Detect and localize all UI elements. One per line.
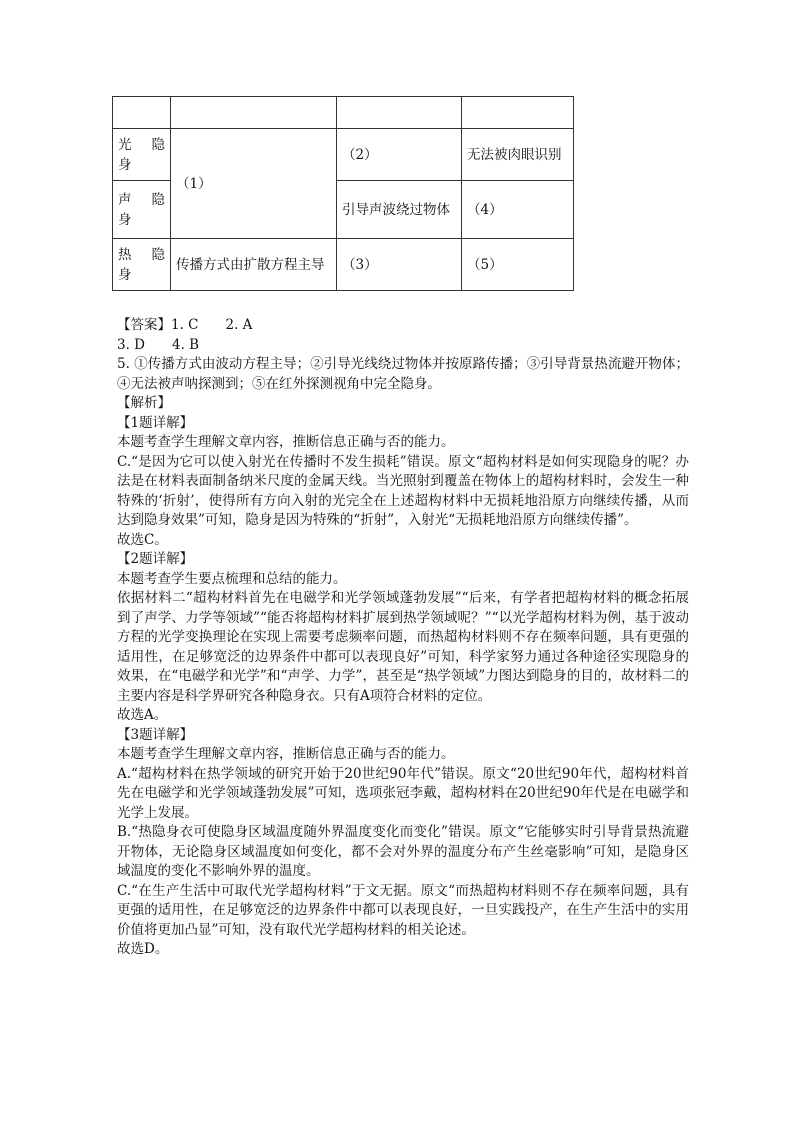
row-label-sound: 声 隐 身 (113, 181, 171, 239)
table-row (113, 239, 574, 291)
table-row (113, 129, 574, 181)
paragraph: 本题考查学生理解文章内容，推断信息正确与否的能力。 (117, 434, 455, 450)
paragraph: 本题考查学生要点梳理和总结的能力。 (117, 570, 347, 587)
paragraph: B.“热隐身衣可使隐身区域温度随外界温度变化而变化”错误。原文“它能够实时引导背景热流避开物体，无论隐身区域温度如何变化，都不会对外界的温度分布产生丝毫影响”可知，是隐身区域温度的变化不影响外界的温度。 (117, 824, 689, 879)
row-label-heat: 热 隐 身 (113, 239, 171, 291)
table-cell (337, 97, 462, 129)
question-heading: 【2题详解】 (117, 551, 194, 567)
table-cell (171, 97, 337, 129)
table-row (113, 97, 574, 129)
table-cell: （2） (337, 129, 462, 181)
table-cell: （3） (337, 239, 462, 291)
table-cell: 引导声波绕过物体 (337, 181, 462, 239)
answer-line: 【答案】1. C 2. A (117, 317, 253, 333)
table-cell: （1） (171, 129, 337, 239)
answer-line: 5. ①传播方式由波动方程主导；②引导光线绕过物体并按原路传播；③引导背景热流避开物体；④无法被声呐探测到；⑤在红外探测视角中完全隐身。 (117, 356, 689, 392)
paragraph: C.“是因为它可以使入射光在传播时不发生损耗”错误。原文“超构材料是如何实现隐身的呢？办法是在材料表面制备纳米尺度的金属天线。当光照射到覆盖在物体上的超构材料时，会发生一种特殊的‘折射’，使得所有方向入射的光完全在上述超构材料中无损耗地沿原方向继续传播，从而达到隐身效果”可知，隐身是因为特殊的“折射”，入射光“无损耗地沿原方向继续传播”。 (117, 453, 689, 528)
answer-section (117, 316, 689, 960)
table-cell: （4） (462, 181, 574, 239)
table-cell: （5） (462, 239, 574, 291)
question-heading: 【1题详解】 (117, 414, 194, 431)
analysis-heading: 【解析】 (117, 395, 171, 411)
question-heading: 【3题详解】 (117, 726, 194, 743)
table-cell: 无法被肉眼识别 (462, 129, 574, 181)
paragraph: 故选A。 (117, 707, 168, 723)
paragraph: A.“超构材料在热学领域的研究开始于20世纪90年代”错误。原文“20世纪90年代，超构材料首先在电磁学和光学领域蓬勃发展”可知，选项张冠李戴，超构材料在20世纪90年代是在电磁学和光学上发展。 (117, 765, 689, 821)
row-label-light: 光 隐 身 (113, 129, 171, 181)
table-cell (462, 97, 574, 129)
table-cell: 传播方式由扩散方程主导 (171, 239, 337, 291)
answer-line: 3. D 4. B (117, 336, 200, 353)
table-cell (113, 97, 171, 129)
paragraph: 本题考查学生理解文章内容，推断信息正确与否的能力。 (117, 746, 455, 762)
comparison-table (112, 96, 574, 291)
paragraph: 故选D。 (117, 941, 169, 957)
paragraph: C.“在生产生活中可取代光学超构材料”于文无据。原文“而热超构材料则不存在频率问题，具有更强的适用性，在足够宽泛的边界条件中都可以表现良好，一旦实践投产，在生产生活中的实用价值将更加凸显”可知，没有取代光学超构材料的相关论述。 (117, 882, 689, 938)
paragraph: 故选C。 (117, 531, 168, 548)
paragraph: 依据材料二“超构材料首先在电磁学和光学领域蓬勃发展”“后来，有学者把超构材料的概念拓展到了声学、力学等领域”“能否将超构材料扩展到热学领域呢？”“以光学超构材料为例，基于波动方程的光学变换理论在实现上需要考虑频率问题，而热超构材料则不存在频率问题，具有更强的适用性，在足够宽泛的边界条件中都可以表现良好”可知，科学家努力通过各种途径实现隐身的效果，在“电磁学和光学”和“声学、力学”，甚至是“热学领域”力图达到隐身的目的，故材料二的主要内容是科学界研究各种隐身衣。只有A项符合材料的定位。 (117, 590, 689, 704)
